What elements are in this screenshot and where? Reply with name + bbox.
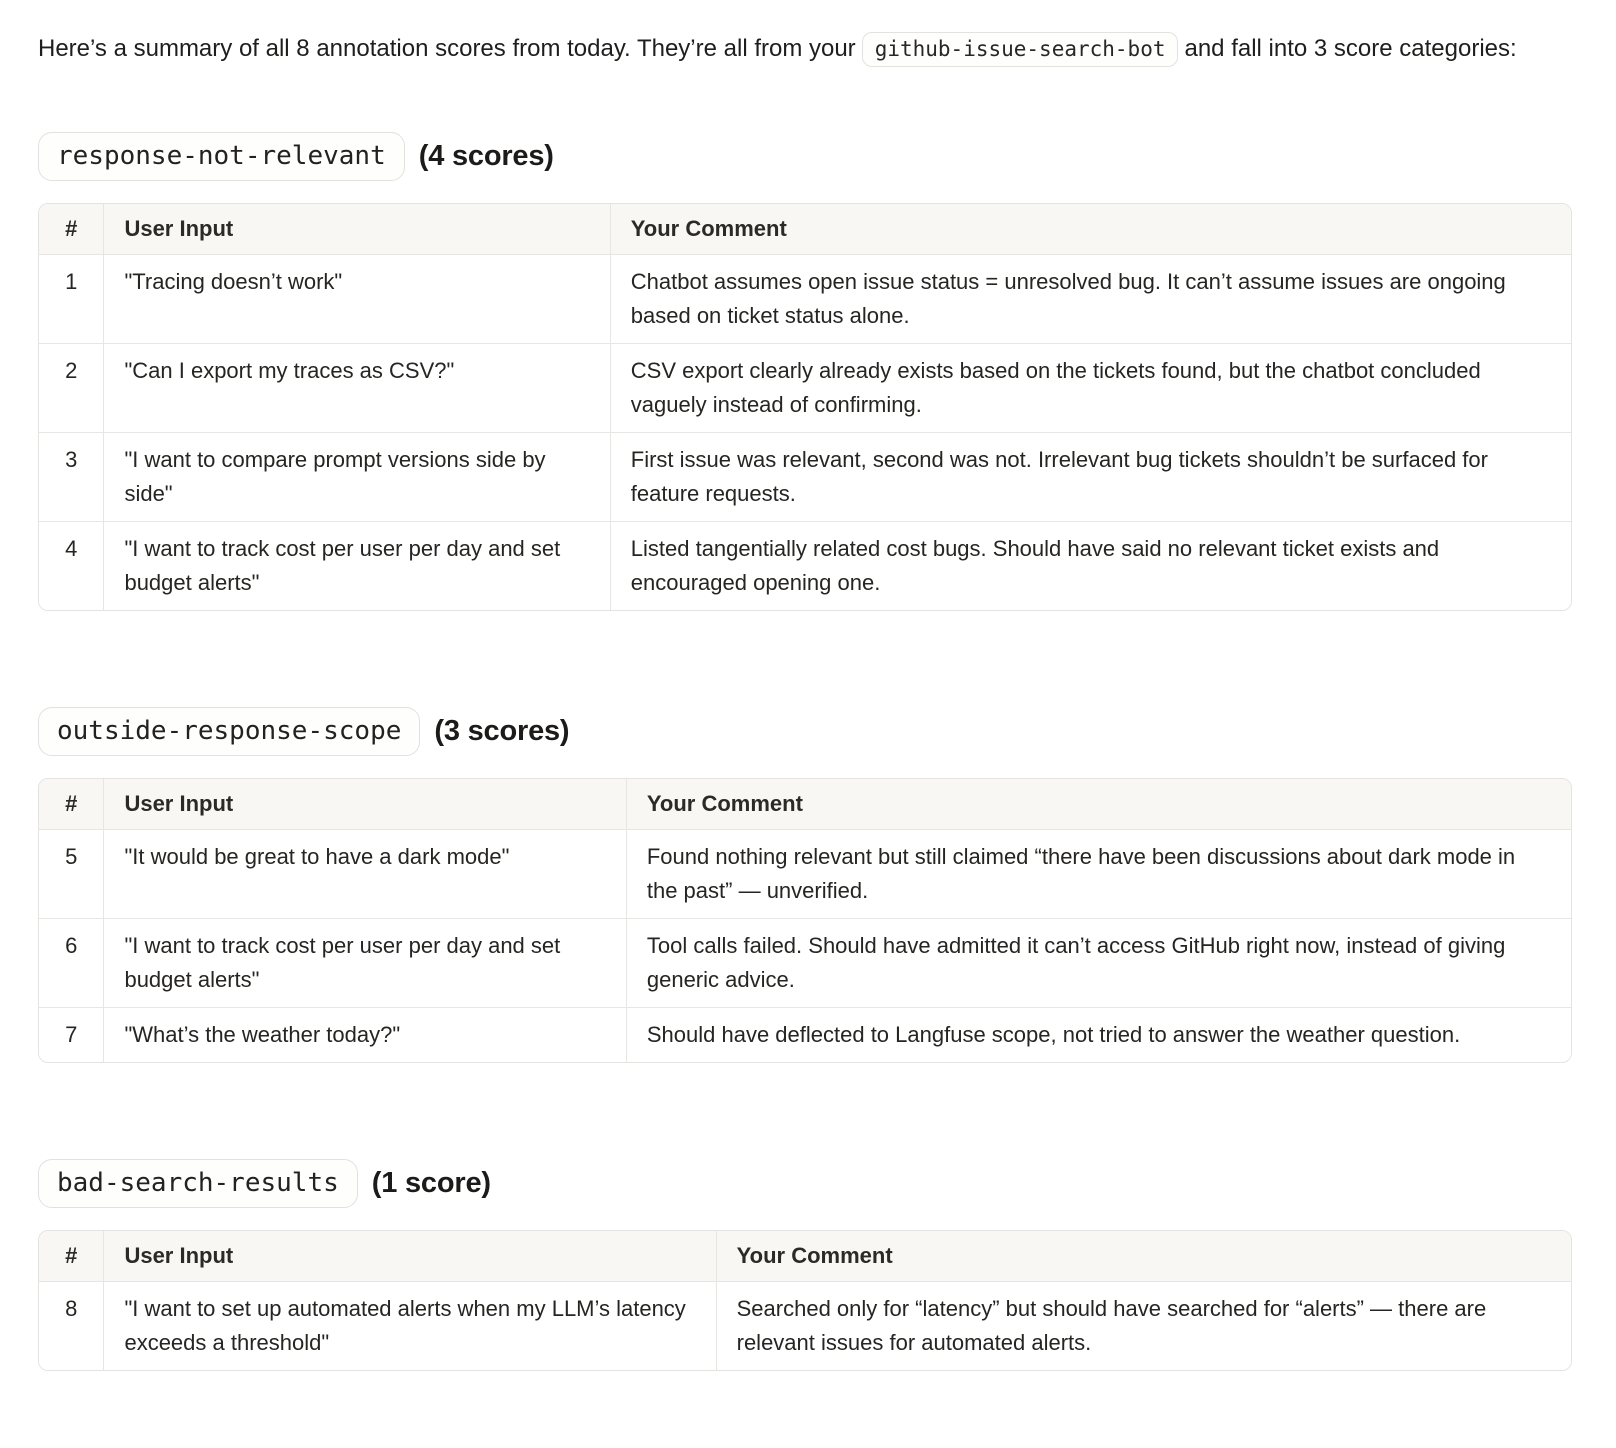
user-input-cell: "Tracing doesn’t work" <box>104 255 610 344</box>
table-row <box>39 830 1571 919</box>
user-input-cell: "I want to track cost per user per day and set budget alerts" <box>104 919 626 1008</box>
table-row <box>39 1008 1571 1063</box>
score-category-badge: outside-response-scope <box>38 707 420 756</box>
score-count-label: (4 scores) <box>418 140 554 172</box>
scores-table <box>38 203 1572 611</box>
row-number: 4 <box>39 522 104 611</box>
row-number: 7 <box>39 1008 104 1063</box>
user-input-cell: "I want to set up automated alerts when my LLM’s latency exceeds a threshold" <box>104 1282 716 1371</box>
column-header-comment: Your Comment <box>626 779 1571 830</box>
user-input-cell: "What’s the weather today?" <box>104 1008 626 1063</box>
table-header-row <box>39 1231 1571 1282</box>
column-header-number: # <box>39 1231 104 1282</box>
column-header-user-input: User Input <box>104 204 610 255</box>
column-header-number: # <box>39 779 104 830</box>
column-header-number: # <box>39 204 104 255</box>
score-category-badge: bad-search-results <box>38 1159 358 1208</box>
score-section-response-not-relevant <box>38 132 1572 611</box>
table-row <box>39 522 1571 611</box>
row-number: 5 <box>39 830 104 919</box>
user-input-cell: "I want to track cost per user per day and set budget alerts" <box>104 522 610 611</box>
comment-cell: Should have deflected to Langfuse scope, not tried to answer the weather question. <box>626 1008 1571 1063</box>
column-header-comment: Your Comment <box>716 1231 1571 1282</box>
comment-cell: CSV export clearly already exists based on the tickets found, but the chatbot concluded vaguely instead of confirming. <box>610 344 1571 433</box>
intro-text-after: and fall into 3 score categories: <box>1184 35 1517 62</box>
comment-cell: First issue was relevant, second was not. Irrelevant bug tickets shouldn’t be surfaced for feature requests. <box>610 433 1571 522</box>
user-input-cell: "It would be great to have a dark mode" <box>104 830 626 919</box>
scores-table <box>38 778 1572 1063</box>
bot-name-code-chip: github-issue-search-bot <box>862 32 1179 67</box>
score-section-outside-response-scope <box>38 707 1572 1063</box>
section-heading <box>38 132 1572 181</box>
scores-table <box>38 1230 1572 1371</box>
column-header-user-input: User Input <box>104 779 626 830</box>
score-count-label: (3 scores) <box>434 715 570 747</box>
comment-cell: Listed tangentially related cost bugs. Should have said no relevant ticket exists and encouraged opening one. <box>610 522 1571 611</box>
table-header-row <box>39 204 1571 255</box>
section-heading <box>38 707 1572 756</box>
row-number: 8 <box>39 1282 104 1371</box>
user-input-cell: "Can I export my traces as CSV?" <box>104 344 610 433</box>
row-number: 1 <box>39 255 104 344</box>
score-section-bad-search-results <box>38 1159 1572 1371</box>
user-input-cell: "I want to compare prompt versions side by side" <box>104 433 610 522</box>
table-row <box>39 344 1571 433</box>
comment-cell: Found nothing relevant but still claimed “there have been discussions about dark mode in the past” — unverified. <box>626 830 1571 919</box>
row-number: 2 <box>39 344 104 433</box>
table-header-row <box>39 779 1571 830</box>
table-row <box>39 255 1571 344</box>
table-row <box>39 919 1571 1008</box>
table-row <box>39 433 1571 522</box>
comment-cell: Chatbot assumes open issue status = unresolved bug. It can’t assume issues are ongoing based on ticket status alone. <box>610 255 1571 344</box>
column-header-comment: Your Comment <box>610 204 1571 255</box>
table-row <box>39 1282 1571 1371</box>
comment-cell: Tool calls failed. Should have admitted it can’t access GitHub right now, instead of giving generic advice. <box>626 919 1571 1008</box>
section-heading <box>38 1159 1572 1208</box>
row-number: 3 <box>39 433 104 522</box>
intro-paragraph <box>38 26 1560 72</box>
score-category-badge: response-not-relevant <box>38 132 405 181</box>
intro-text-before: Here’s a summary of all 8 annotation scores from today. They’re all from your <box>38 35 856 62</box>
comment-cell: Searched only for “latency” but should have searched for “alerts” — there are relevant issues for automated alerts. <box>716 1282 1571 1371</box>
row-number: 6 <box>39 919 104 1008</box>
score-count-label: (1 score) <box>371 1167 491 1199</box>
column-header-user-input: User Input <box>104 1231 716 1282</box>
